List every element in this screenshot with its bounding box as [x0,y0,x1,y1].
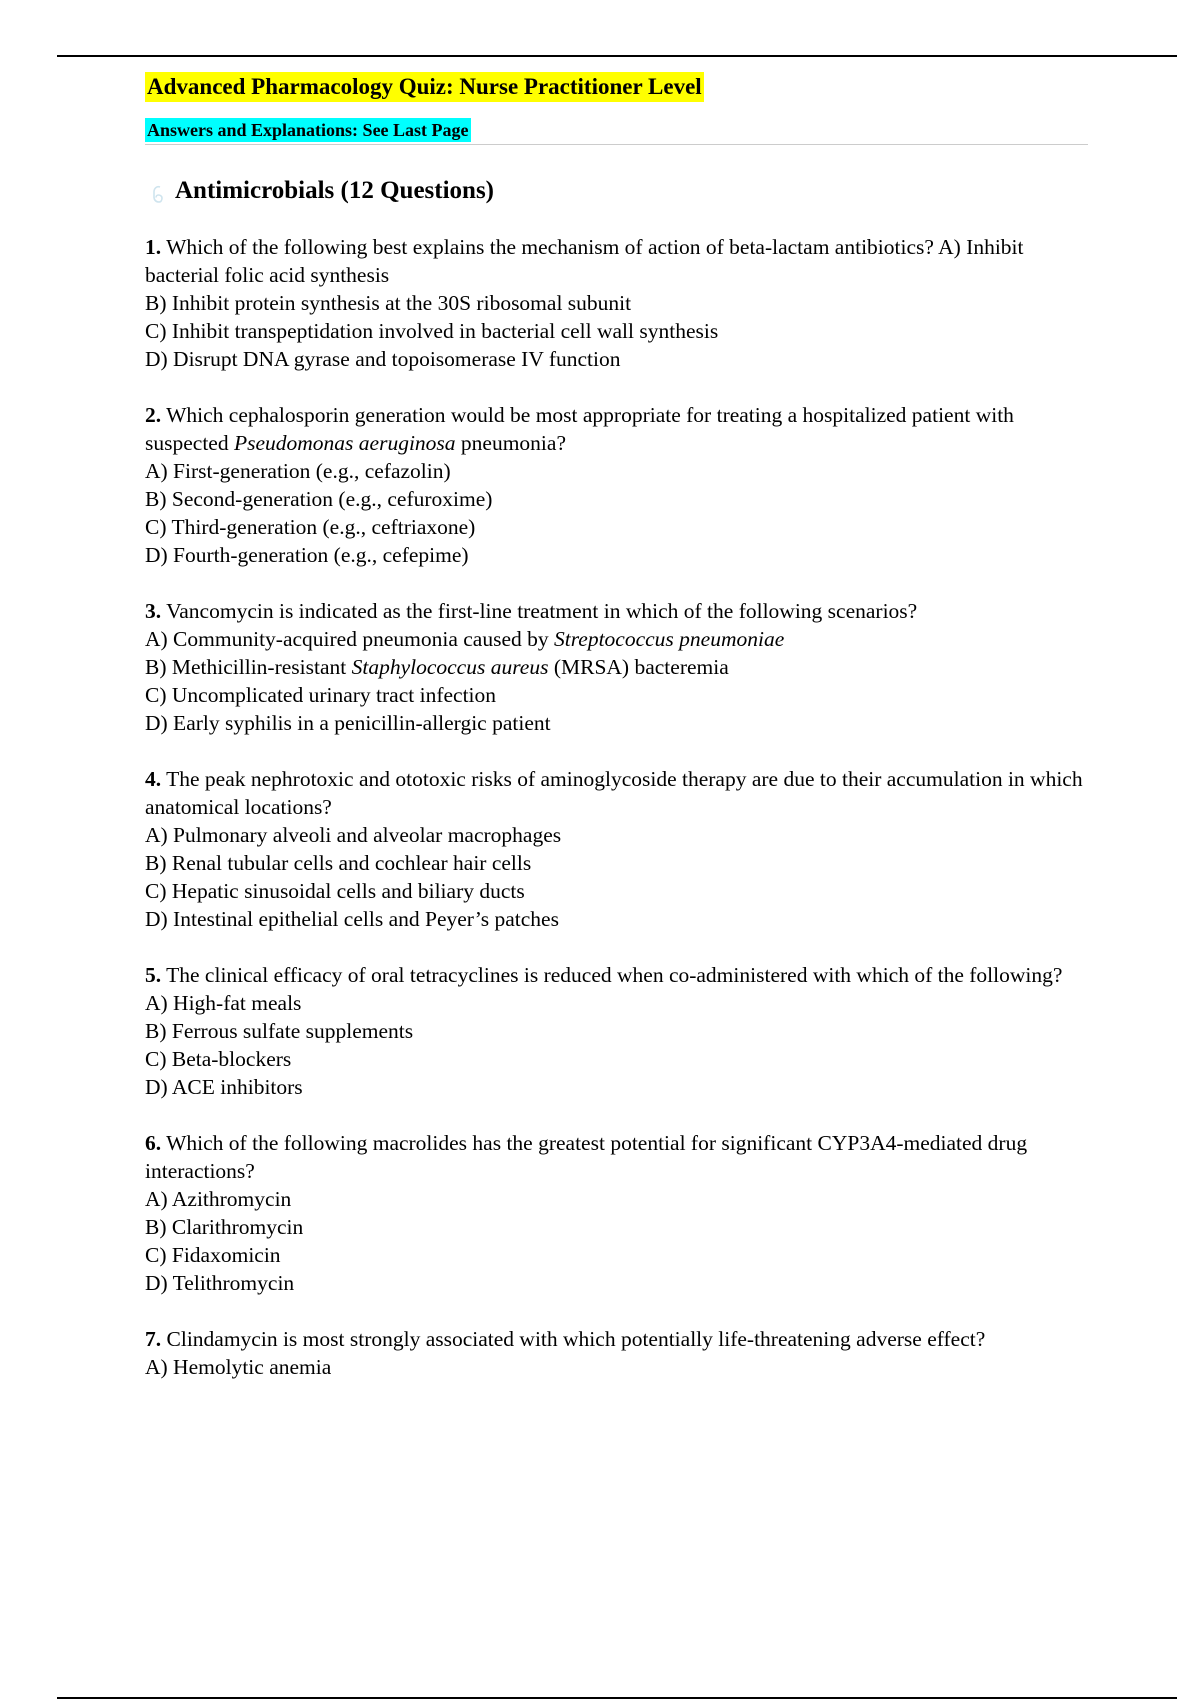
question-stem [145,765,1090,821]
question-5 [145,961,1090,1101]
answers-note-line [145,118,1088,145]
text-segment: A) High-fat meals [145,991,302,1015]
text-segment: C) Inhibit transpeptidation involved in bacterial cell wall synthesis [145,319,719,343]
text-segment: A) Azithromycin [145,1187,292,1211]
text-segment: D) Intestinal epithelial cells and Peyer’s patches [145,907,559,931]
text-segment: B) Clarithromycin [145,1215,304,1239]
text-segment: The clinical efficacy of oral tetracyclines is reduced when co-administered with which of the following? [166,963,1063,987]
question-stem [145,401,1090,457]
text-segment: Which cephalosporin generation would be most appropriate for treating a hospitalized patient with suspected [145,403,1014,455]
question-list [145,233,1090,1381]
text-segment: C) Uncomplicated urinary tract infection [145,683,497,707]
question-4 [145,765,1090,933]
question-1 [145,233,1090,373]
text-segment: Which of the following best explains the mechanism of action of beta-lactam antibiotics? A) Inhibit bacterial folic acid synthesis [145,235,1024,287]
answer-option [145,317,1090,345]
answer-option [145,849,1090,877]
answers-note: Answers and Explanations: See Last Page [147,120,469,140]
title-line [145,72,1090,102]
text-segment: D) ACE inhibitors [145,1075,303,1099]
italic-term: Staphylococcus aureus [351,655,549,679]
answer-option [145,1185,1090,1213]
question-stem [145,1325,1090,1353]
answer-option [145,709,1090,737]
answer-option [145,989,1090,1017]
answer-option [145,289,1090,317]
text-segment: B) Ferrous sulfate supplements [145,1019,414,1043]
section-title: Antimicrobials (12 Questions) [175,177,494,204]
text-segment: D) Early syphilis in a penicillin-allergic patient [145,711,551,735]
answer-option [145,1045,1090,1073]
text-segment: (MRSA) bacteremia [548,655,729,679]
text-segment: The peak nephrotoxic and ototoxic risks of aminoglycoside therapy are due to their accumulation in which anatomical locations? [145,767,1083,819]
text-segment: pneumonia? [455,431,566,455]
answer-option [145,653,1090,681]
answer-option [145,457,1090,485]
question-number: 7. [145,1327,162,1351]
question-7 [145,1325,1090,1381]
question-2 [145,401,1090,569]
answer-option [145,1017,1090,1045]
answer-option [145,1353,1090,1381]
question-stem [145,597,1090,625]
answer-option [145,541,1090,569]
question-number: 3. [145,599,162,623]
section-heading [145,175,1090,207]
question-stem [145,961,1090,989]
answer-option [145,681,1090,709]
text-segment: Clindamycin is most strongly associated with which potentially life-threatening adverse effect? [166,1327,986,1351]
answer-option [145,345,1090,373]
link-icon [149,181,165,201]
document-title: Advanced Pharmacology Quiz: Nurse Practitioner Level [145,72,704,102]
italic-term: Pseudomonas aeruginosa [233,431,456,455]
top-rule [57,55,1177,57]
text-segment: B) Methicillin-resistant [145,655,352,679]
text-segment: A) Community-acquired pneumonia caused by [145,627,554,651]
question-number: 5. [145,963,162,987]
text-segment: B) Second-generation (e.g., cefuroxime) [145,487,493,511]
text-segment: Vancomycin is indicated as the first-line treatment in which of the following scenarios? [166,599,918,623]
text-segment: D) Disrupt DNA gyrase and topoisomerase IV function [145,347,621,371]
text-segment: A) Pulmonary alveoli and alveolar macrophages [145,823,562,847]
answer-option [145,1073,1090,1101]
answer-option [145,877,1090,905]
answer-option [145,513,1090,541]
question-6 [145,1129,1090,1297]
italic-term: Streptococcus pneumoniae [554,627,785,651]
text-segment: C) Beta-blockers [145,1047,292,1071]
text-segment: C) Fidaxomicin [145,1243,281,1267]
text-segment: D) Telithromycin [145,1271,295,1295]
text-segment: Which of the following macrolides has the greatest potential for significant CYP3A4-mediated drug interactions? [145,1131,1028,1183]
text-segment: A) First-generation (e.g., cefazolin) [145,459,451,483]
answer-option [145,1241,1090,1269]
answer-option [145,485,1090,513]
text-segment: B) Renal tubular cells and cochlear hair cells [145,851,532,875]
answer-option [145,625,1090,653]
answer-option [145,1269,1090,1297]
question-number: 1. [145,235,162,259]
question-number: 2. [145,403,162,427]
text-segment: A) Hemolytic anemia [145,1355,332,1379]
text-segment: D) Fourth-generation (e.g., cefepime) [145,543,469,567]
answer-option [145,1213,1090,1241]
answer-option [145,905,1090,933]
question-stem [145,233,1090,289]
answer-option [145,821,1090,849]
text-segment: B) Inhibit protein synthesis at the 30S ribosomal subunit [145,291,632,315]
question-3 [145,597,1090,737]
question-number: 6. [145,1131,162,1155]
bottom-rule [57,1697,1177,1699]
text-segment: C) Hepatic sinusoidal cells and biliary ducts [145,879,525,903]
text-segment: C) Third-generation (e.g., ceftriaxone) [145,515,476,539]
page-content [145,72,1090,1409]
question-number: 4. [145,767,162,791]
question-stem [145,1129,1090,1185]
